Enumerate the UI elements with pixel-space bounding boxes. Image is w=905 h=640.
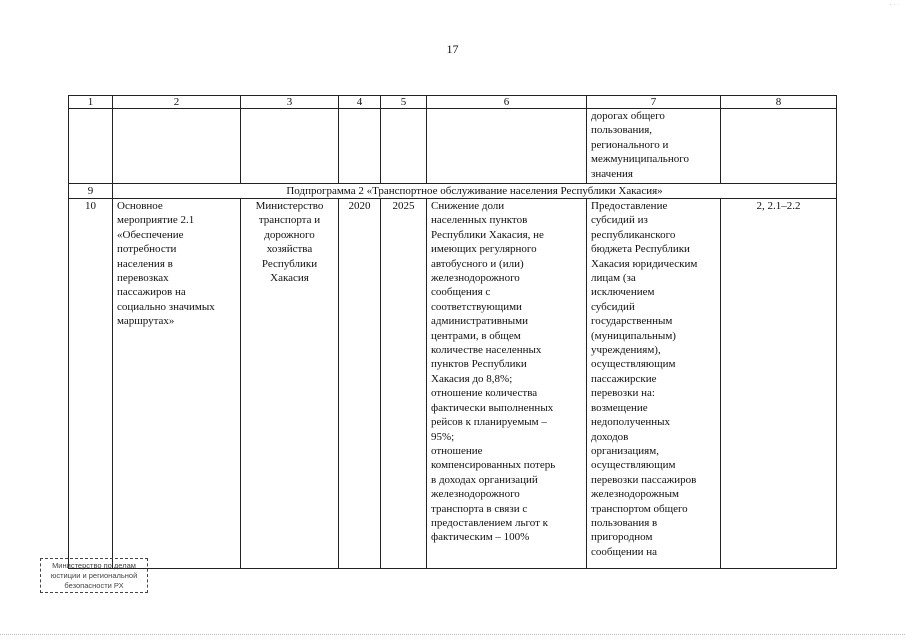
table-cell [69,109,113,184]
header-cell: 6 [427,96,587,109]
activity-row [69,199,837,569]
header-cell: 2 [113,96,241,109]
table-cell [381,109,427,184]
header-cell: 7 [587,96,721,109]
activity-description: Предоставление субсидий из республиканского бюджета Республики Хакасия юридическим лицам (за исключением субсидий государственным (муниципальным) учреждениям), осуществляющим пассажирские перевозки на: возмещение недополученных доходов организациям, осуществляющим перевозки пассажиров железнодорожным транспортом общего пользования в пригородном сообщении на [587,199,721,569]
subprogram-row [69,184,837,199]
program-table [68,95,837,569]
header-cell: 5 [381,96,427,109]
scan-edge-line [0,634,905,636]
page-number: 17 [446,42,459,56]
header-cell: 8 [721,96,837,109]
activity-start-year: 2020 [339,199,381,569]
activity-number: 10 [69,199,113,569]
continuation-row [69,109,837,184]
activity-indicators: Снижение доли населенных пунктов Республики Хакасия, не имеющих регулярного автобусного и (или) железнодорожного сообщения с соответствующими административными центрами, в общем количестве населенных пунктов Республики Хакасия до 8,8%; отношение количества фактически выполненных рейсов к планируемым – 95%; отношение компенсированных потерь в доходах организаций железнодорожного транспорта в связи с предоставлением льгот к фактическим – 100% [427,199,587,569]
activity-end-year: 2025 [381,199,427,569]
table-cell [241,109,339,184]
registration-stamp: Министерство по делам юстиции и региональной безопасности РХ [40,558,148,593]
header-cell: 1 [69,96,113,109]
header-cell: 3 [241,96,339,109]
subprogram-number: 9 [69,184,113,199]
header-row [69,96,837,109]
table-cell [339,109,381,184]
table-cell [721,109,837,184]
header-cell: 4 [339,96,381,109]
activity-executor: Министерство транспорта и дорожного хозяйства Республики Хакасия [241,199,339,569]
table-cell [113,109,241,184]
activity-name: Основное мероприятие 2.1 «Обеспечение потребности населения в перевозках пассажиров на социально значимых маршрутах» [113,199,241,569]
activity-relation: 2, 2.1–2.2 [721,199,837,569]
table-cell [427,109,587,184]
subprogram-title: Подпрограмма 2 «Транспортное обслуживание населения Республики Хакасия» [113,184,837,199]
corner-mark: · · · [889,2,899,8]
continuation-description: дорогах общего пользования, регионального и межмуниципального значения [587,109,721,184]
